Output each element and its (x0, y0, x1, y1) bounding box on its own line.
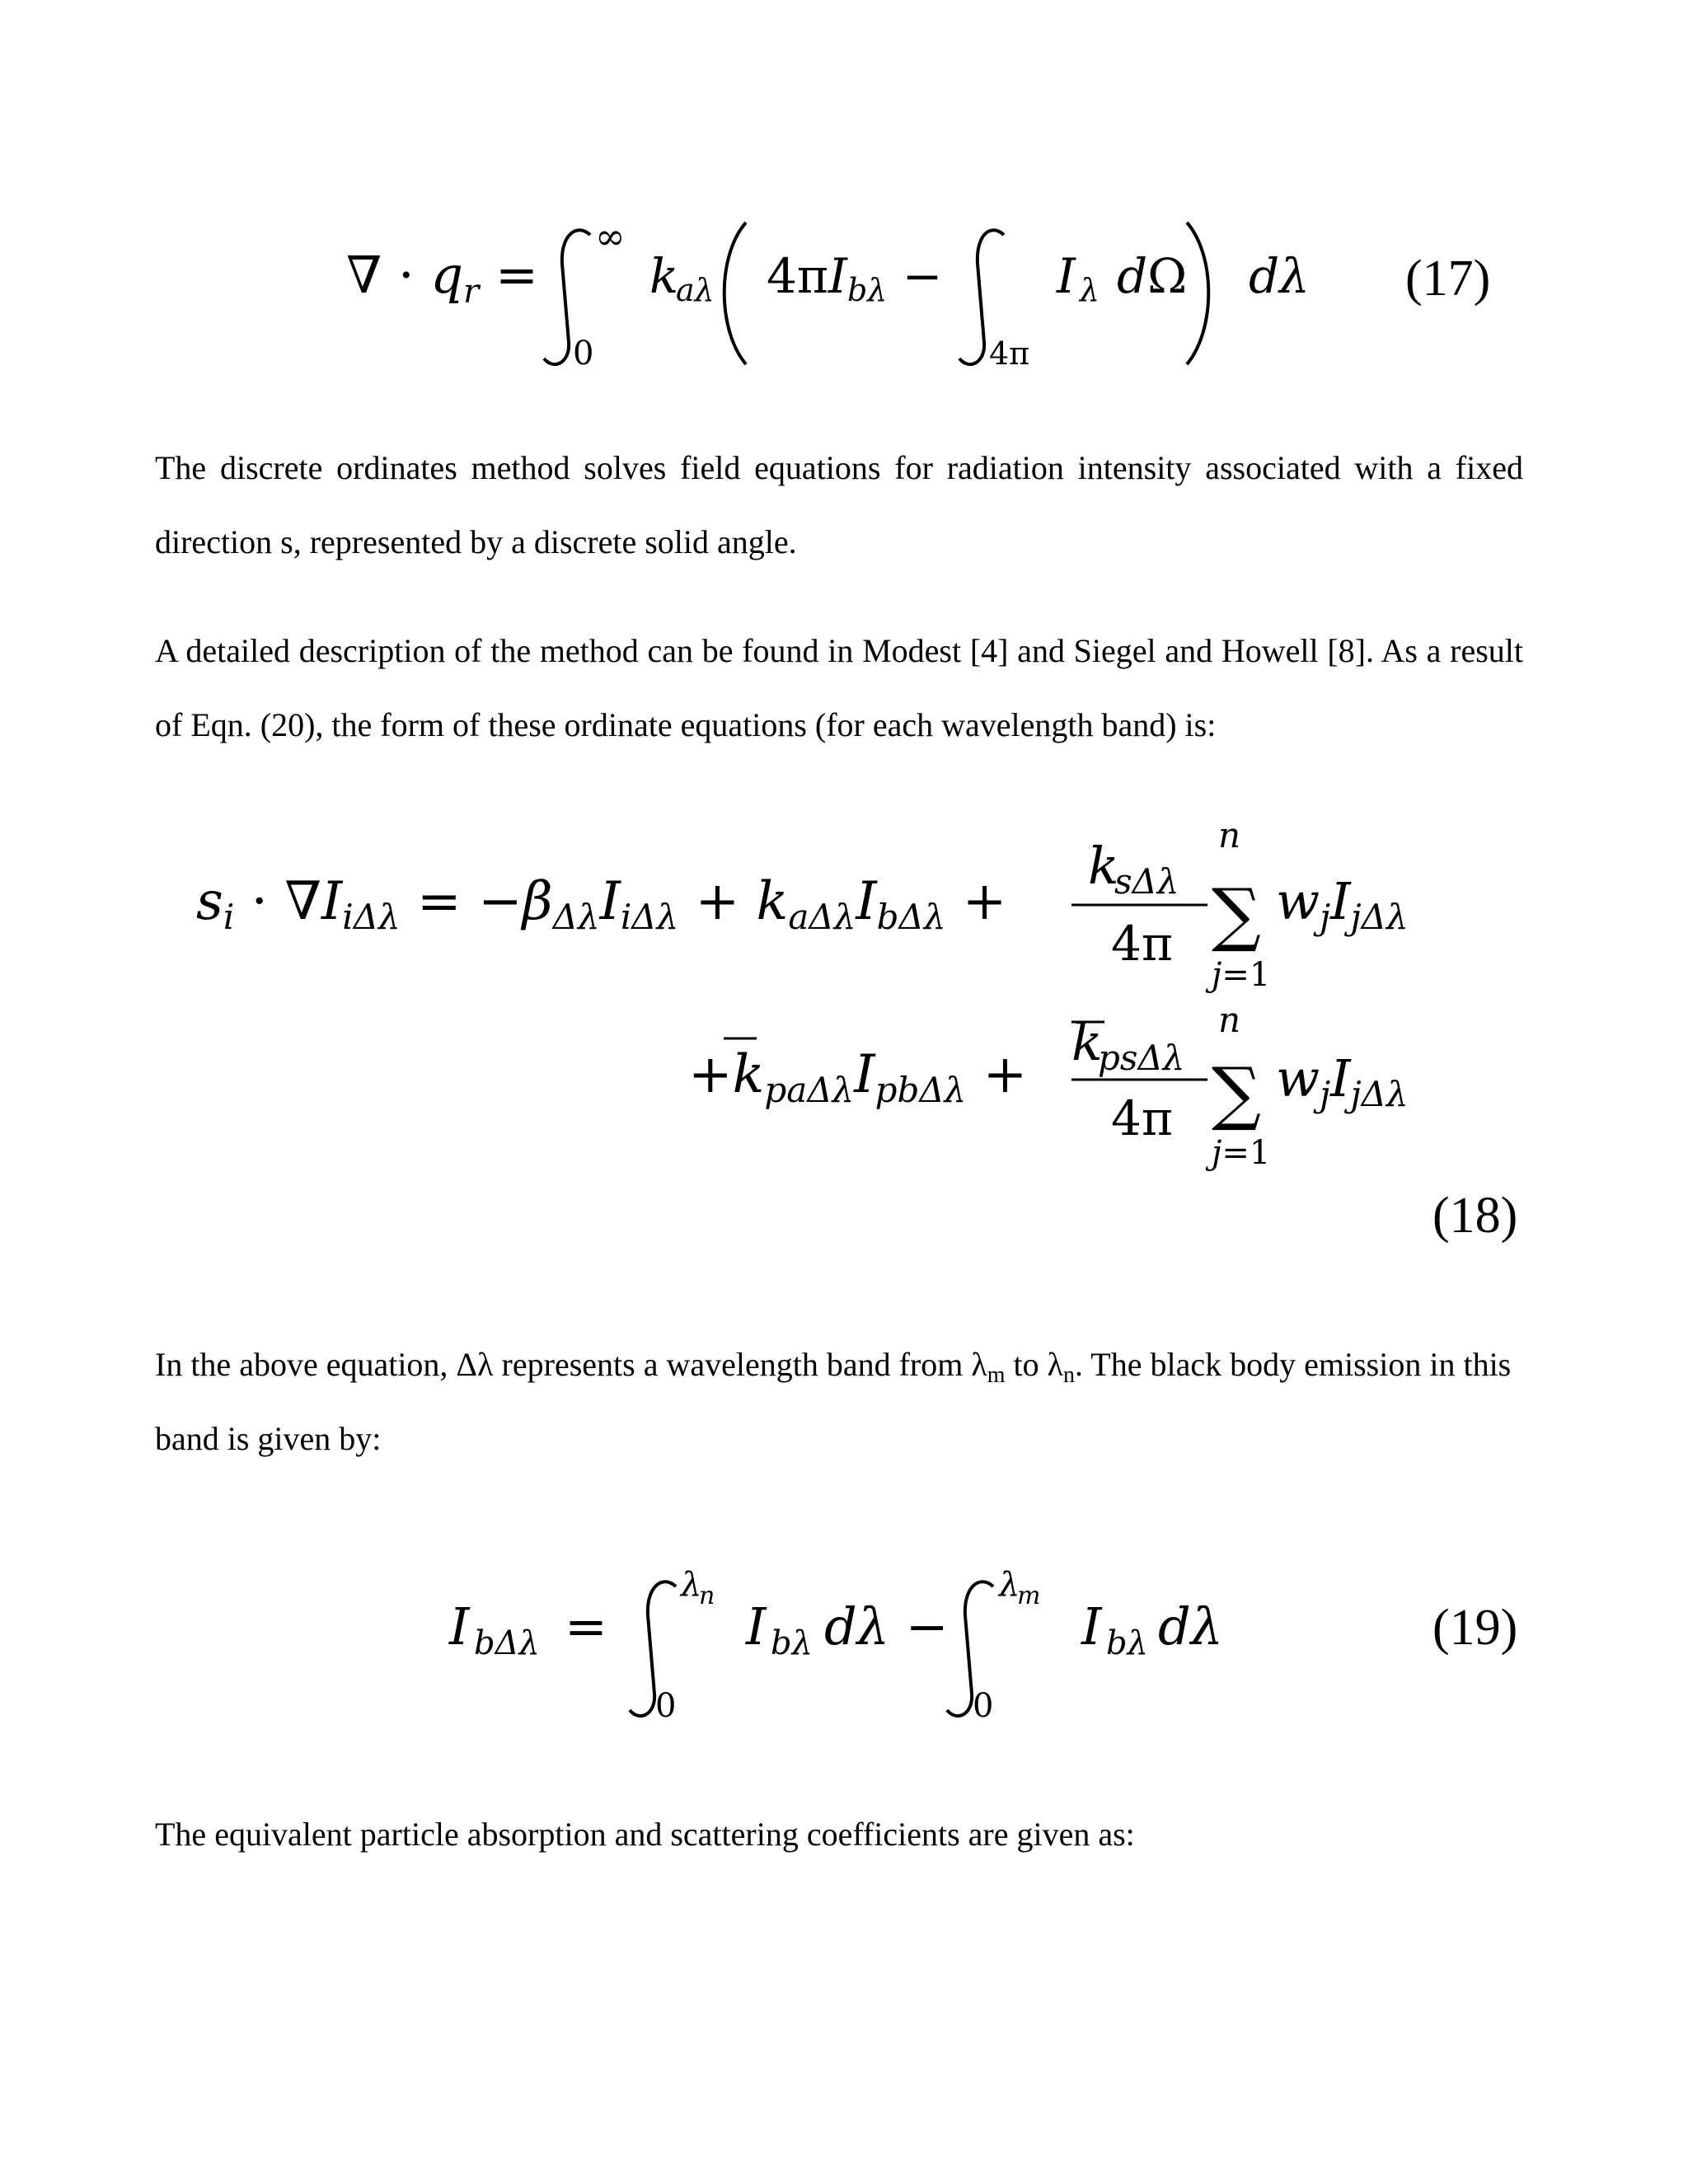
svg-text:si · ∇IiΔλ = −βΔλIiΔλ + kaΔλIb: si · ∇IiΔλ = −βΔλIiΔλ + kaΔλIbΔλ + (196, 871, 1007, 937)
svg-text:4πIbλ −: 4πIbλ − (767, 248, 943, 308)
paragraph-3-line-2: band is given by: (155, 1420, 382, 1457)
svg-text:I: I (1057, 248, 1076, 304)
paragraph-3-text-c: . The black body emission in this (1075, 1346, 1512, 1383)
svg-text:4π: 4π (1111, 1090, 1174, 1146)
equation-19-math (0, 1541, 1319, 1731)
equation-18-math (0, 816, 1550, 1212)
equation-18-number: (18) (1432, 1188, 1518, 1244)
svg-text:aλ: aλ (676, 272, 715, 308)
equation-19-number: (19) (1432, 1600, 1518, 1656)
svg-text:+kpaΔλIpbΔλ +: +kpaΔλIpbΔλ + (688, 1044, 1028, 1110)
svg-text:=: = (565, 1596, 607, 1657)
svg-text:k: k (1088, 836, 1119, 896)
svg-text:0: 0 (655, 1687, 677, 1725)
svg-text:λ: λ (1080, 272, 1100, 308)
svg-text:wjIjΔλ: wjIjΔλ (1276, 1048, 1409, 1114)
svg-text:j=1: j=1 (1212, 956, 1271, 994)
svg-text:I: I (449, 1596, 470, 1657)
svg-text:j=1: j=1 (1212, 1134, 1271, 1172)
svg-text:4π: 4π (1111, 916, 1174, 972)
paragraph-4-line-1: The equivalent particle absorption and scattering coefficients are given as: (155, 1816, 1135, 1853)
equation-17-number: (17) (1405, 251, 1491, 307)
svg-text:k: k (1071, 1012, 1103, 1072)
equation-17-math (0, 190, 1401, 379)
svg-text:psΔλ: psΔλ (1098, 1038, 1185, 1078)
svg-text:∑: ∑ (1212, 874, 1261, 954)
svg-text:bλ: bλ (771, 1624, 813, 1662)
svg-text:m: m (1017, 1582, 1041, 1610)
svg-text:λ: λ (681, 1566, 702, 1604)
svg-text:n: n (1218, 1000, 1241, 1040)
svg-text:n: n (699, 1582, 715, 1610)
paragraph-1-line-2: direction s, represented by a discrete solid angle. (155, 523, 797, 560)
svg-text:bΔλ: bΔλ (474, 1624, 540, 1662)
svg-text:dΩ: dΩ (1117, 248, 1188, 304)
svg-text:∞: ∞ (595, 216, 626, 258)
svg-text:I: I (746, 1596, 767, 1657)
svg-text:0: 0 (973, 1687, 994, 1725)
paragraph-3-subscript-m: m (987, 1361, 1006, 1388)
paragraph-3-text-a: In the above equation, Δλ represents a wavelength band from λ (155, 1346, 987, 1383)
svg-text:0: 0 (573, 335, 594, 373)
svg-text:∑: ∑ (1212, 1052, 1261, 1133)
svg-text:bλ: bλ (1106, 1624, 1148, 1662)
paragraph-1-line-1: The discrete ordinates method solves field equations for radiation intensity associated with a fixed (155, 449, 1523, 486)
svg-text:λ: λ (999, 1566, 1020, 1604)
paragraph-2-line-1: A detailed description of the method can be found in Modest [4] and Siegel and Howell [8]. As a result (155, 632, 1523, 669)
paragraph-2-line-2: of Eqn. (20), the form of these ordinate equations (for each wavelength band) is: (155, 706, 1217, 743)
svg-text:wjIjΔλ: wjIjΔλ (1276, 871, 1409, 937)
svg-text:sΔλ: sΔλ (1114, 861, 1179, 902)
paragraph-3-subscript-n: n (1063, 1361, 1076, 1388)
svg-text:I: I (1081, 1596, 1102, 1657)
svg-text:n: n (1218, 816, 1241, 855)
paragraph-3-text-b: to λ (1005, 1346, 1064, 1383)
svg-text:dλ: dλ (1249, 248, 1310, 304)
svg-text:∇ · qr =: ∇ · qr = (346, 245, 538, 311)
svg-text:k: k (649, 248, 679, 304)
svg-text:dλ: dλ (1158, 1596, 1223, 1657)
svg-text:dλ −: dλ − (824, 1596, 949, 1657)
svg-text:4π: 4π (989, 335, 1030, 372)
